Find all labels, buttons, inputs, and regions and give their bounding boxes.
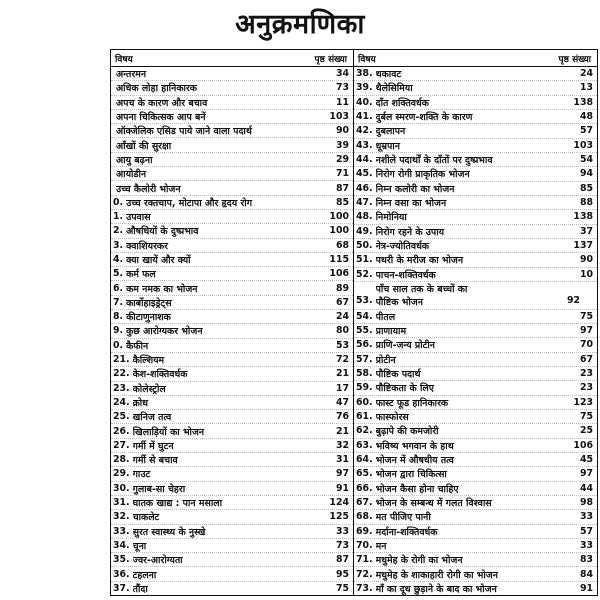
entry-number: 26. <box>113 425 130 437</box>
toc-rows-right <box>354 67 597 595</box>
entry-number: 32. <box>113 511 130 523</box>
toc-entry <box>111 239 353 253</box>
toc-entry <box>354 268 597 282</box>
entry-page-number: 97 <box>335 468 349 480</box>
entry-subject: गुलाब-सा चेहरा <box>132 483 186 495</box>
entry-page-number: 85 <box>335 196 349 208</box>
entry-number: 57. <box>356 353 373 365</box>
entry-number: 39. <box>356 82 373 94</box>
entry-number: 70. <box>356 539 373 551</box>
toc-entry <box>354 96 597 110</box>
toc-entry <box>354 139 597 153</box>
entry-subject: कोलेस्ट्रोल <box>132 383 166 395</box>
entry-subject: पौष्टिक पदार्थ <box>375 369 421 381</box>
entry-subject: पाचन-शक्तिवर्धक <box>375 269 436 281</box>
toc-entry <box>354 225 597 239</box>
entry-subject: ज्वर-आरोग्यता <box>132 555 183 567</box>
entry-number: 35. <box>113 554 130 566</box>
entry-subject: केश-शक्तिवर्धक <box>132 369 188 381</box>
entry-number: 0. <box>113 339 124 351</box>
entry-number: 6. <box>113 282 124 294</box>
entry-number: 66. <box>356 482 373 494</box>
toc-entry <box>111 196 353 210</box>
entry-subject: प्राणि-जन्य प्रोटीन <box>375 340 436 352</box>
entry-subject: आयु बढ़ना <box>116 154 153 166</box>
toc-entry <box>111 439 353 453</box>
entry-subject-line: पाँच साल तक के बच्चों का <box>375 284 468 296</box>
subject-header: विषय <box>115 54 133 65</box>
toc-entry <box>111 482 353 496</box>
entry-number: 60. <box>356 396 373 408</box>
toc-table <box>110 49 598 596</box>
toc-entry <box>354 182 597 196</box>
entry-subject: निम्न वसा का भोजन <box>375 198 447 210</box>
entry-page-number: 71 <box>335 168 349 180</box>
entry-page-number: 138 <box>573 96 593 108</box>
toc-entry <box>111 81 353 95</box>
toc-entry <box>111 96 353 110</box>
entry-page-number: 91 <box>335 482 349 494</box>
entry-page-number: 24 <box>579 68 593 80</box>
entry-subject: उच्च रक्तचाप, मोटापा और हृदय रोग <box>126 197 252 209</box>
entry-number: 49. <box>356 225 373 237</box>
entry-subject: कर्म फल <box>126 269 156 281</box>
entry-page-number: 73 <box>335 82 349 94</box>
entry-page-number: 84 <box>579 568 593 580</box>
entry-subject: मत पीजिए पानी <box>375 512 431 524</box>
entry-number: 72. <box>356 568 373 580</box>
toc-entry <box>354 567 597 581</box>
toc-entry <box>111 153 353 167</box>
entry-subject: मर्दाना-शक्तिवर्धक <box>375 526 438 538</box>
entry-page-number: 83 <box>579 554 593 566</box>
entry-page-number: 33 <box>579 539 593 551</box>
entry-number: 4. <box>113 254 124 265</box>
page-title: अनुक्रमणिका <box>235 9 365 40</box>
entry-subject: आँखों की सुरक्षा <box>116 140 172 152</box>
entry-page-number: 44 <box>579 482 593 494</box>
entry-number: 44. <box>356 154 373 166</box>
entry-subject: क्रोध <box>132 397 149 409</box>
entry-number: 68. <box>356 511 373 523</box>
entry-page-number: 68 <box>335 239 349 251</box>
entry-number: 9. <box>113 325 124 337</box>
entry-subject: चाकलेट <box>132 512 160 524</box>
entry-page-number: 90 <box>335 125 349 137</box>
toc-entry <box>354 510 597 524</box>
toc-entry <box>111 281 353 295</box>
toc-rows-left <box>111 67 353 595</box>
entry-subject: उच्च कैलोरी भोजन <box>116 183 181 195</box>
toc-entry <box>354 253 597 267</box>
entry-number: 8. <box>113 311 124 323</box>
entry-subject: पथरी के मरीज का भोजन <box>375 255 464 267</box>
toc-entry <box>354 439 597 453</box>
column-header <box>111 50 353 67</box>
entry-number: 56. <box>356 339 373 351</box>
entry-page-number: 37 <box>579 225 593 237</box>
column-header <box>354 50 597 67</box>
entry-page-number: 47 <box>335 396 349 408</box>
entry-subject: माँ का दूध छुड़ाने के बाद का भोजन <box>375 583 497 595</box>
entry-number: 38. <box>356 68 373 80</box>
entry-page-number: 106 <box>573 439 593 451</box>
entry-page-number: 98 <box>579 497 593 508</box>
entry-number: 24. <box>113 396 130 408</box>
entry-number: 71. <box>356 554 373 566</box>
entry-page-number: 115 <box>329 254 349 265</box>
entry-page-number: 39 <box>335 139 349 151</box>
entry-subject: खनिज तत्व <box>132 412 172 424</box>
toc-entry <box>111 324 353 338</box>
entry-number: 1. <box>113 211 124 223</box>
entry-page-number: 67 <box>335 296 349 308</box>
entry-page-number: 24 <box>335 311 349 323</box>
entry-number: 31. <box>113 497 130 509</box>
entry-page-number: 21 <box>335 368 349 380</box>
entry-subject: क्या खायें और क्यों <box>126 255 191 266</box>
entry-page-number: 23 <box>579 368 593 380</box>
toc-entry <box>111 367 353 381</box>
entry-number: 64. <box>356 454 373 466</box>
toc-entry <box>354 496 597 510</box>
entry-subject: दुर्बल स्मरण-शक्ति के कारण <box>375 112 473 124</box>
toc-entry <box>354 396 597 410</box>
entry-number: 54. <box>356 310 373 322</box>
entry-subject: फास्ट फूड हानिकारक <box>375 397 449 409</box>
entry-subject: अन्तरमन <box>116 69 147 81</box>
toc-entry <box>354 582 597 595</box>
toc-entry <box>354 153 597 167</box>
toc-entry <box>111 296 353 310</box>
entry-page-number: 45 <box>579 454 593 466</box>
entry-number: 46. <box>356 182 373 194</box>
toc-entry <box>354 525 597 539</box>
entry-page-number: 92 <box>567 294 581 306</box>
entry-number: 2. <box>113 225 124 237</box>
entry-subject: निमोनिया <box>375 212 407 224</box>
entry-subject: टहलना <box>132 569 157 581</box>
entry-page-number: 94 <box>579 168 593 180</box>
entry-page-number: 32 <box>335 439 349 451</box>
entry-number: 25. <box>113 411 130 423</box>
toc-entry <box>111 510 353 524</box>
toc-entry <box>354 81 597 95</box>
toc-entry <box>111 167 353 181</box>
entry-page-number: 29 <box>335 153 349 165</box>
entry-subject: धूम्रपान <box>375 140 400 152</box>
entry-subject: पौष्टिकता के लिए <box>375 383 434 395</box>
entry-number: 27. <box>113 439 130 451</box>
entry-subject: भोजन के सम्बन्ध में गलत विश्वास <box>375 498 492 509</box>
entry-subject: भोजन में औषधीय तत्व <box>375 455 454 467</box>
toc-entry <box>354 110 597 124</box>
toc-entry <box>111 582 353 595</box>
entry-page-number: 87 <box>335 182 349 194</box>
toc-entry <box>354 453 597 467</box>
entry-number: 58. <box>356 368 373 380</box>
toc-entry <box>111 496 353 510</box>
entry-subject: प्रोटीन <box>375 354 396 366</box>
entry-subject: क्वाशियरकर <box>126 240 168 252</box>
toc-entry <box>354 124 597 138</box>
entry-subject: घातक खाद्य : पान मसाला <box>132 498 223 510</box>
entry-number: 53. <box>356 294 373 306</box>
entry-page-number: 67 <box>579 353 593 365</box>
entry-number: 7. <box>113 296 124 308</box>
entry-number: 48. <box>356 211 373 223</box>
toc-entry <box>111 124 353 138</box>
entry-number: 30. <box>113 482 130 494</box>
toc-entry <box>111 467 353 481</box>
entry-subject: ऑक्जेलिक एसिड पाये जाने वाला पदार्थ <box>116 126 252 138</box>
toc-entry <box>354 210 597 224</box>
entry-number: 65. <box>356 468 373 480</box>
entry-page-number: 21 <box>335 425 349 437</box>
toc-entry <box>111 224 353 238</box>
entry-page-number: 11 <box>335 96 349 108</box>
entry-subject: बुढ़ापे की कमजोरी <box>375 426 439 438</box>
page-header: पृष्ठ संख्या <box>314 54 347 65</box>
entry-subject: निरोग रहने के उपाय <box>375 226 445 238</box>
entry-page-number: 100 <box>329 211 349 223</box>
entry-page-number: 124 <box>329 497 349 509</box>
entry-number: 73. <box>356 582 373 594</box>
entry-subject: औषधियों के दुष्प्रभाव <box>126 226 199 238</box>
entry-number: 28. <box>113 454 130 466</box>
entry-subject: दुबलापन <box>375 126 406 138</box>
toc-entry <box>111 138 353 152</box>
entry-subject: कम नमक का भोजन <box>126 283 198 295</box>
entry-page-number: 125 <box>329 511 349 523</box>
entry-number: 21. <box>113 354 130 366</box>
entry-page-number: 33 <box>335 525 349 537</box>
toc-entry <box>111 382 353 396</box>
entry-page-number: 72 <box>335 354 349 366</box>
toc-column-left <box>111 50 354 595</box>
entry-number: 3. <box>113 239 124 251</box>
entry-page-number: 95 <box>335 568 349 580</box>
entry-page-number: 90 <box>579 254 593 266</box>
entry-number: 42. <box>356 125 373 137</box>
entry-number: 37. <box>113 582 130 594</box>
toc-entry <box>354 196 597 210</box>
entry-subject: कार्बोहाइड्रेट्स <box>126 297 172 309</box>
toc-entry <box>111 339 353 353</box>
entry-number: 50. <box>356 240 373 252</box>
entry-page-number: 10 <box>579 268 593 280</box>
entry-subject: थैलेसिमिया <box>375 83 413 95</box>
toc-entry <box>354 310 597 324</box>
entry-page-number: 123 <box>573 396 593 408</box>
entry-number: 29. <box>113 468 130 480</box>
entry-page-number: 138 <box>573 211 593 223</box>
entry-number: 23. <box>113 382 130 394</box>
entry-page-number: 57 <box>579 125 593 137</box>
toc-entry <box>354 239 597 253</box>
entry-page-number: 73 <box>335 539 349 551</box>
entry-number: 34. <box>113 539 130 551</box>
entry-subject: खिलाड़ियों का भोजन <box>132 426 205 438</box>
entry-subject: तौंदा <box>132 583 148 595</box>
entry-number: 36. <box>113 568 130 580</box>
toc-entry <box>354 367 597 381</box>
toc-entry <box>111 110 353 124</box>
entry-page-number: 23 <box>579 382 593 394</box>
toc-entry <box>354 67 597 81</box>
entry-page-number: 89 <box>335 282 349 294</box>
entry-number: 45. <box>356 168 373 180</box>
entry-subject: अपच के कारण और बचाव <box>116 97 208 109</box>
toc-entry <box>354 167 597 181</box>
toc-entry <box>354 338 597 352</box>
entry-page-number: 13 <box>579 82 593 94</box>
entry-subject: मन <box>375 540 387 552</box>
entry-number: 55. <box>356 325 373 337</box>
entry-subject <box>376 282 564 309</box>
toc-entry <box>111 67 353 81</box>
entry-subject: कैल्शियम <box>132 355 165 367</box>
toc-entry <box>111 539 353 553</box>
entry-subject: अधिक लोहा हानिकारक <box>116 83 197 95</box>
entry-subject: दाँत शक्तिवर्धक <box>375 97 429 109</box>
entry-page-number: 31 <box>335 454 349 466</box>
entry-subject: फास्फोरस <box>375 412 409 424</box>
toc-entry <box>111 567 353 581</box>
entry-subject: भोजन कैसा होना चाहिए <box>375 483 459 495</box>
entry-subject: गर्मी में घुटन <box>132 440 174 452</box>
entry-number: 52. <box>356 268 373 280</box>
toc-entry <box>111 353 353 367</box>
entry-page-number: 87 <box>335 554 349 566</box>
entry-number: 63. <box>356 439 373 451</box>
entry-subject: कीटाणुनाशक <box>126 312 171 324</box>
entry-subject: मधुमेह के शाकाहारी रोगी का भोजन <box>375 569 498 581</box>
entry-subject: नशीले पदार्थों के दाँतों पर दुष्प्रभाव <box>375 155 493 167</box>
toc-entry <box>111 553 353 567</box>
entry-page-number: 100 <box>329 225 349 237</box>
entry-page-number: 91 <box>579 582 593 594</box>
entry-page-number: 17 <box>335 382 349 394</box>
entry-number: 69. <box>356 525 373 537</box>
toc-entry <box>111 210 353 224</box>
toc-entry <box>111 310 353 324</box>
entry-subject: कैफीन <box>126 340 149 352</box>
entry-subject: थकावट <box>375 69 402 81</box>
entry-number: 61. <box>356 411 373 423</box>
entry-number: 41. <box>356 111 373 123</box>
entry-number: 51. <box>356 254 373 266</box>
entry-subject: उपवास <box>126 212 151 224</box>
entry-number: 47. <box>356 197 373 209</box>
entry-subject: गर्मी से बचाव <box>132 455 178 467</box>
toc-column-right <box>354 50 597 595</box>
entry-number: 5. <box>113 268 124 280</box>
toc-entry <box>354 467 597 481</box>
page-header: पृष्ठ संख्या <box>558 54 591 65</box>
entry-page-number: 106 <box>329 268 349 280</box>
entry-subject: प्राणायाम <box>375 326 407 338</box>
entry-subject: सुरत स्वास्थ्य के नुस्खे <box>132 526 206 538</box>
entry-page-number: 48 <box>579 111 593 123</box>
entry-page-number: 103 <box>573 139 593 151</box>
entry-number: 59. <box>356 382 373 394</box>
entry-subject: कुछ आरोग्यकर भोजन <box>126 326 203 338</box>
toc-entry <box>354 282 597 310</box>
toc-entry <box>111 396 353 410</box>
entry-number: 40. <box>356 96 373 108</box>
entry-page-number: 70 <box>579 339 593 351</box>
toc-entry <box>111 453 353 467</box>
toc-entry <box>111 253 353 267</box>
entry-subject: निरोग रोगी प्राकृतिक भोजन <box>375 169 470 181</box>
entry-page-number: 75 <box>579 411 593 423</box>
entry-page-number: 76 <box>335 411 349 423</box>
entry-subject: निम्न कलोरी का भोजन <box>375 183 455 195</box>
toc-entry <box>111 181 353 195</box>
entry-subject: मधुमेह के रोगी का भोजन <box>375 555 463 567</box>
entry-page-number: 34 <box>335 68 349 80</box>
entry-number: 33. <box>113 525 130 537</box>
entry-page-number: 85 <box>579 182 593 194</box>
toc-entry <box>354 482 597 496</box>
entry-number: 43. <box>356 139 373 151</box>
entry-subject-line: पौष्टिक भोजन <box>375 297 423 309</box>
entry-subject: चूना <box>132 540 147 552</box>
toc-entry <box>354 539 597 553</box>
entry-subject: नेत्र-ज्योतिवर्धक <box>375 241 430 253</box>
entry-number: 67. <box>356 497 373 508</box>
entry-page-number: 97 <box>579 468 593 480</box>
entry-page-number: 53 <box>335 339 349 351</box>
toc-entry <box>354 381 597 395</box>
entry-subject: पीतल <box>375 311 396 323</box>
entry-subject: भोजन द्वारा चिकित्सा <box>375 469 447 481</box>
entry-number: 62. <box>356 425 373 437</box>
entry-subject: भविष्य भगवान के हाथ <box>375 440 454 452</box>
entry-page-number: 103 <box>329 111 349 123</box>
entry-number: 22. <box>113 368 130 380</box>
toc-entry <box>354 353 597 367</box>
toc-entry <box>354 324 597 338</box>
subject-header: विषय <box>358 54 376 65</box>
toc-entry <box>111 410 353 424</box>
toc-entry <box>354 553 597 567</box>
toc-entry <box>354 410 597 424</box>
entry-page-number: 97 <box>579 325 593 337</box>
entry-subject: गाउट <box>132 469 151 481</box>
entry-page-number: 88 <box>579 197 593 209</box>
entry-page-number: 57 <box>579 525 593 537</box>
entry-subject: आयोडीन <box>116 169 147 181</box>
entry-page-number: 137 <box>573 240 593 252</box>
entry-page-number: 25 <box>579 425 593 437</box>
toc-entry <box>354 424 597 438</box>
entry-page-number: 80 <box>335 325 349 337</box>
toc-entry <box>111 267 353 281</box>
toc-entry <box>111 424 353 438</box>
entry-subject: अपना चिकित्सक आप बनें <box>116 112 206 124</box>
entry-page-number: 33 <box>579 511 593 523</box>
entry-page-number: 75 <box>335 582 349 594</box>
toc-entry <box>111 525 353 539</box>
entry-page-number: 54 <box>579 154 593 166</box>
entry-number: 0. <box>113 196 124 208</box>
entry-page-number: 75 <box>579 310 593 322</box>
